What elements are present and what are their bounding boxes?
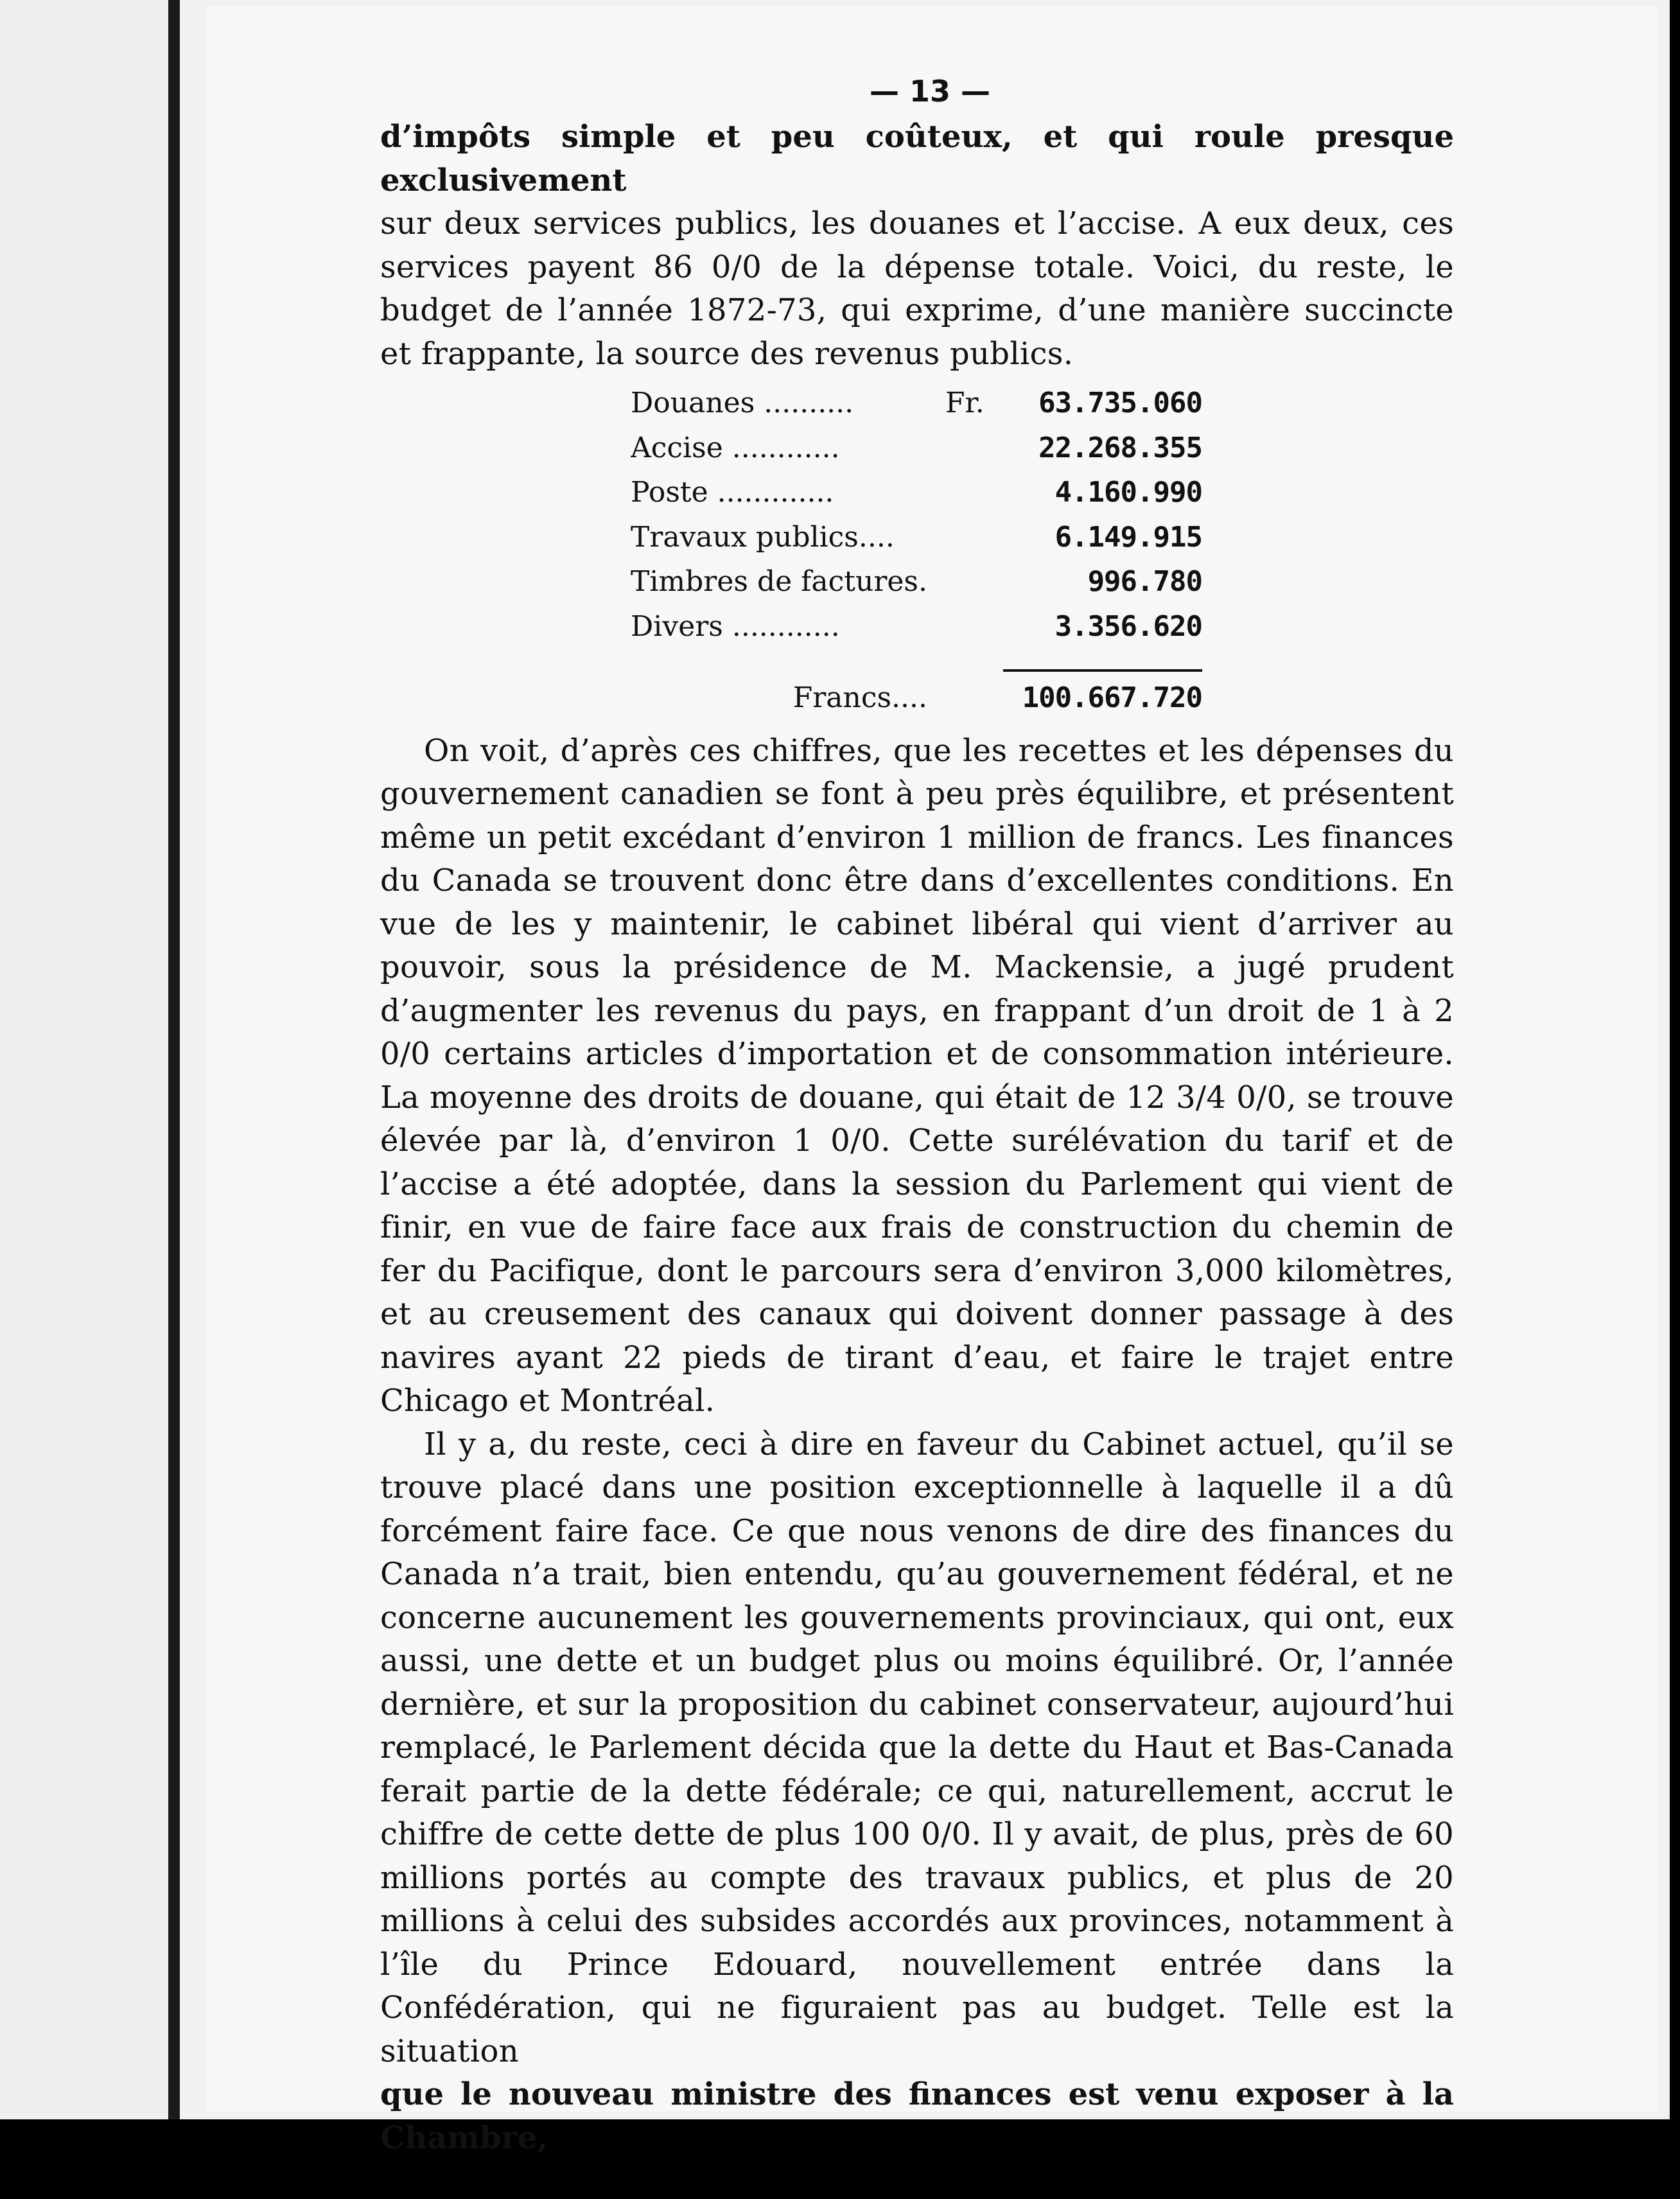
budget-row (631, 604, 1209, 649)
budget-row-label: Travaux publics.... (631, 520, 895, 554)
budget-total-row (631, 676, 1209, 721)
budget-row-label: Timbres de factures. (631, 565, 927, 598)
budget-row-label: Douanes .......... (631, 387, 854, 419)
budget-row-label: Divers ............ (631, 609, 840, 643)
budget-row (631, 426, 1209, 471)
paragraph-last-line: que le nouveau ministre des finances est venu exposer à la Chambre, (380, 2076, 1454, 2156)
budget-row-label: Poste ............. (631, 476, 834, 509)
budget-row (631, 515, 1209, 560)
paragraph-finances: On voit, d’après ces chiffres, que les recettes et les dépenses du gouvernement canadien se font à peu près équilibre, et présentent même un petit excédant d’environ 1 million de francs. Les finances du Canada se trouvent donc être dans d’excellentes conditions. En vue de les y maintenir, le cabinet libéral qui vient d’arriver au pouvoir, sous la présidence de M. Mackensie, a jugé prudent d’augmenter les revenus du pays, en frappant d’un droit de 1 à 2 0/0 certains articles d’importation et de consommation intérieure. La moyenne des droits de douane, qui était de 12 3/4 0/0, se trouve élevée par là, d’environ 1 0/0. Cette surélévation du tarif et de l’accise a été adoptée, dans la session du Parlement qui vient de finir, en vue de faire face aux frais de construction du chemin de fer du Pacifique, dont le parcours sera d’environ 3,000 kilomètres, et au creusement des canaux qui doivent donner passage à des navires ayant 22 pieds de tirant d’eau, et faire le trajet entre Chicago et Montréal. (380, 732, 1454, 1419)
page-number: — 13 — (869, 74, 991, 109)
budget-row-amount: 4.160.990 (1054, 476, 1202, 509)
budget-row-amount: 3.356.620 (1054, 609, 1202, 643)
budget-row-amount: 22.268.355 (1038, 431, 1202, 464)
budget-row (631, 559, 1209, 604)
budget-total-label: Francs.... (792, 681, 927, 714)
total-rule (1003, 669, 1202, 676)
book-gutter (168, 0, 180, 2119)
page-text-block (380, 71, 1454, 2160)
previous-page-edge (0, 0, 168, 2119)
budget-row-label: Accise ............ (631, 431, 840, 464)
budget-currency: Fr. (945, 387, 984, 419)
budget-row-amount: 6.149.915 (1054, 520, 1202, 554)
paragraph-continued: sur deux services publics, les douanes et l’accise. A eux deux, ces services payent 86 0/0 de la dépense totale. Voici, du reste, le budget de l’année 1872-73, qui exprime, d’une manière succincte et frappante, la source des revenus publics. (380, 206, 1454, 372)
budget-row-amount: 996.780 (1087, 565, 1202, 598)
budget-row (631, 470, 1209, 515)
budget-total-amount: 100.667.720 (1022, 681, 1202, 714)
budget-table (631, 381, 1209, 721)
paragraph-cabinet: Il y a, du reste, ceci à dire en faveur du Cabinet actuel, qu’il se trouve placé dans une position exceptionnelle à laquelle il a dû forcément faire face. Ce que nous venons de dire des finances du Canada n’a trait, bien entendu, qu’au gouvernement fédéral, et ne concerne aucunement les gouvernements provinciaux, qui ont, eux aussi, une dette et un budget plus ou moins équilibré. Or, l’année dernière, et sur la proposition du cabinet conservateur, aujourd’hui remplacé, le Parlement décida que la dette du Haut et Bas-Canada ferait partie de la dette fédérale; ce qui, naturellement, accrut le chiffre de cette dette de plus 100 0/0. Il y avait, de plus, près de 60 millions portés au compte des travaux publics, et plus de 20 millions à celui des subsides accordés aux provinces, notamment à l’île du Prince Edouard, nouvellement entrée dans la Confédération, qui ne figuraient pas au budget. Telle est la situation (380, 1426, 1454, 2069)
budget-row (631, 381, 1209, 426)
budget-row-amount: 63.735.060 (1038, 387, 1202, 419)
paragraph-continued-first-line: d’impôts simple et peu coûteux, et qui roule presque exclusivement (380, 119, 1454, 198)
